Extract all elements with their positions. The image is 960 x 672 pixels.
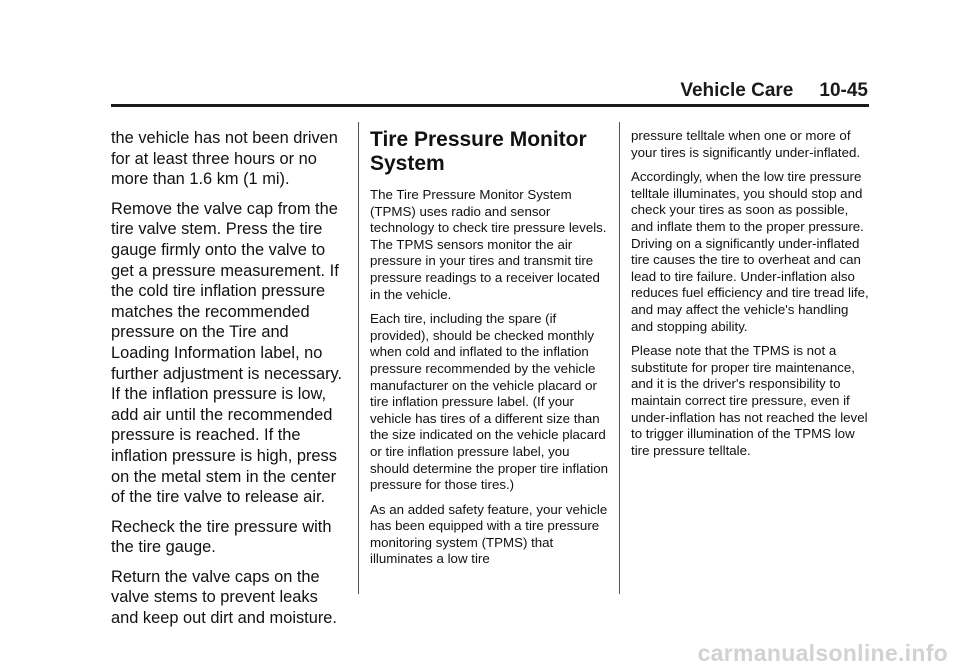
paragraph: the vehicle has not been driven for at least three hours or no more than 1.6 km (1 mi). [111,129,338,189]
paragraph: Each tire, including the spare (if provided), should be checked monthly when cold and inflated to the inflation pressure recommended by the vehicle manufacturer on the vehicle placard or tire inflation pressure label. (If your vehicle has tires of a different size than the size indicated on the vehicle placard or tire inflation pressure label, you should determine the proper tire inflation pressure for those tires.) [370,311,609,493]
paragraph: Remove the valve cap from the tire valve stem. Press the tire gauge firmly onto the valve to get a pressure measurement. If the cold tire inflation pressure matches the recommended pressure on the Tire and Loading Information label, no further adjustment is necessary. If the inflation pressure is low, add air until the recommended pressure is reached. If the inflation pressure is high, press on the metal stem in the center of the tire valve to release air. [111,199,343,507]
text-column-left [111,128,347,638]
header-rule [111,104,869,107]
text-column-middle [370,128,608,576]
page-header [0,80,868,102]
paragraph: pressure telltale when one or more of your tires is significantly under-inflated. [631,128,861,160]
paragraph: As an added safety feature, your vehicle has been equipped with a tire pressure monitoring system (TPMS) that illuminates a low tire [370,501,608,567]
section-title: Vehicle Care [680,80,794,101]
paragraph: Return the valve caps on the valve stems to prevent leaks and keep out dirt and moisture. [111,567,337,628]
page-number: 10-45 [819,80,868,101]
paragraph: Accordingly, when the low tire pressure telltale illuminates, you should stop and check your tires as soon as possible, and inflate them to the proper pressure. Driving on a significantly under-inflated tire causes the tire to overheat and can lead to tire failure. Under-inflation also reduces fuel efficiency and tire tread life, and may affect the vehicle's handling and stopping ability. [631,169,869,334]
text-column-right [631,128,869,467]
paragraph: Please note that the TPMS is not a substitute for proper tire maintenance, and it is the driver's responsibility to maintain correct tire pressure, even if under-inflation has not reached the level to trigger illumination of the TPMS low tire pressure telltale. [631,343,868,458]
paragraph: Recheck the tire pressure with the tire gauge. [111,517,332,557]
section-heading: Tire Pressure Monitor System [370,128,587,175]
paragraph: The Tire Pressure Monitor System (TPMS) uses radio and sensor technology to check tire pressure levels. The TPMS sensors monitor the air pressure in your tires and transmit tire pressure readings to a receiver located in the vehicle. [370,187,607,302]
watermark: carmanualsonline.info [697,640,948,666]
column-divider [358,122,359,594]
column-divider [619,122,620,594]
